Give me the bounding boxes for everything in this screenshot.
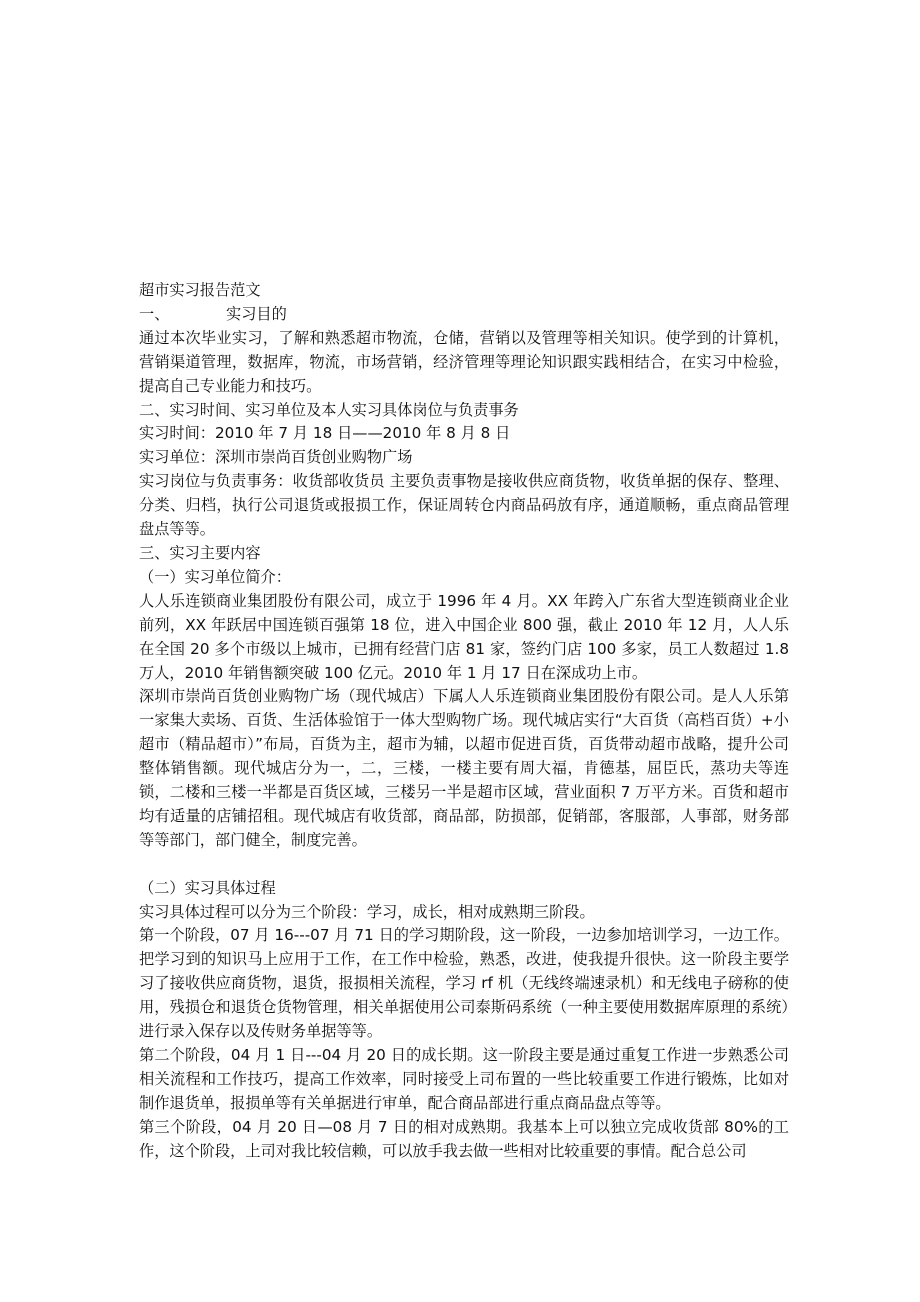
stage-3-paragraph: 第三个阶段，04 月 20 日—08 月 7 日的相对成熟期。我基本上可以独立完成收货部 80%的工作，这个阶段，上司对我比较信赖，可以放手我去做一些相对比较重要的事情。配合总公司 xyxy=(139,1117,789,1160)
section-heading-text: 实习目的 xyxy=(226,304,287,323)
section-purpose-heading xyxy=(139,303,789,327)
document-body xyxy=(139,279,789,1164)
section-main-content-heading: 三、实习主要内容 xyxy=(139,543,261,562)
section-number: 一、 xyxy=(139,304,170,323)
document-title: 超市实习报告范文 xyxy=(139,281,261,299)
company-intro-paragraph-1: 人人乐连锁商业集团股份有限公司，成立于 1996 年 4 月。XX 年跨入广东省大型连锁商业企业前列，XX 年跃居中国连锁百强第 18 位，进入中国企业 800 强，截止 2010 年 12 月，人人乐在全国 20 多个市级以上城市，已拥有经营门店 81 家，签约门店 100 多家，员工人数超过 1.8 万人，2010 年销售额突破 100 亿元。2010 年 1 月 17 日在深成功上市。 xyxy=(139,591,789,682)
paragraph-spacer xyxy=(139,853,789,877)
internship-time: 实习时间：2010 年 7 月 18 日——2010 年 8 月 8 日 xyxy=(139,424,511,443)
internship-post: 实习岗位与负责事务：收货部收货员 主要负责事物是接收供应商货物，收货单据的保存、整理、分类、归档，执行公司退货或报损工作，保证周转仓内商品码放有序，通道顺畅，重点商品管理盘点等等。 xyxy=(139,472,789,539)
section-time-unit-heading: 二、实习时间、实习单位及本人实习具体岗位与负责事务 xyxy=(139,400,519,419)
company-intro-paragraph-2: 深圳市崇尚百货创业购物广场（现代城店）下属人人乐连锁商业集团股份有限公司。是人人乐第一家集大卖场、百货、生活体验馆于一体大型购物广场。现代城店实行“大百货（高档百货）+小超市（精品超市）”布局，百货为主，超市为辅，以超市促进百货，百货带动超市战略，提升公司整体销售额。现代城店分为一，二，三楼，一楼主要有周大福，肯德基，屈臣氏，蒸功夫等连锁，二楼和三楼一半都是百货区域，三楼另一半是超市区域，营业面积 7 万平方米。百货和超市均有适量的店铺招租。现代城店有收货部，商品部，防损部，促销部，客服部，人事部，财务部等等部门，部门健全，制度完善。 xyxy=(139,687,789,849)
subsection-process-heading: （二）实习具体过程 xyxy=(139,878,276,897)
purpose-paragraph: 通过本次毕业实习，了解和熟悉超市物流，仓储，营销以及管理等相关知识。使学到的计算机，营销渠道管理，数据库，物流，市场营销，经济管理等理论知识跟实践相结合，在实习中检验，提高自己专业能力和技巧。 xyxy=(139,328,789,395)
stage-2-paragraph: 第二个阶段，04 月 1 日---04 月 20 日的成长期。这一阶段主要是通过重复工作进一步熟悉公司相关流程和工作技巧，提高工作效率，同时接受上司布置的一些比较重要工作进行锻炼，比如对制作退货单，报损单等有关单据进行审单，配合商品部进行重点商品盘点等等。 xyxy=(139,1045,789,1112)
process-intro-paragraph: 实习具体过程可以分为三个阶段：学习，成长，相对成熟期三阶段。 xyxy=(139,902,595,921)
subsection-company-heading: （一）实习单位简介： xyxy=(139,567,291,586)
stage-1-paragraph: 第一个阶段，07 月 16---07 月 71 日的学习期阶段，这一阶段，一边参加培训学习，一边工作。把学习到的知识马上应用于工作，在工作中检验，熟悉，改进，使我提升很快。这一阶段主要学习了接收供应商货物，退货，报损相关流程，学习 rf 机（无线终端速录机）和无线电子磅称的使用，残损仓和退货仓货物管理，相关单据使用公司泰斯码系统（一种主要使用数据库原理的系统）进行录入保存以及传财务单据等等。 xyxy=(139,926,789,1041)
internship-unit: 实习单位：深圳市崇尚百货创业购物广场 xyxy=(139,448,413,467)
